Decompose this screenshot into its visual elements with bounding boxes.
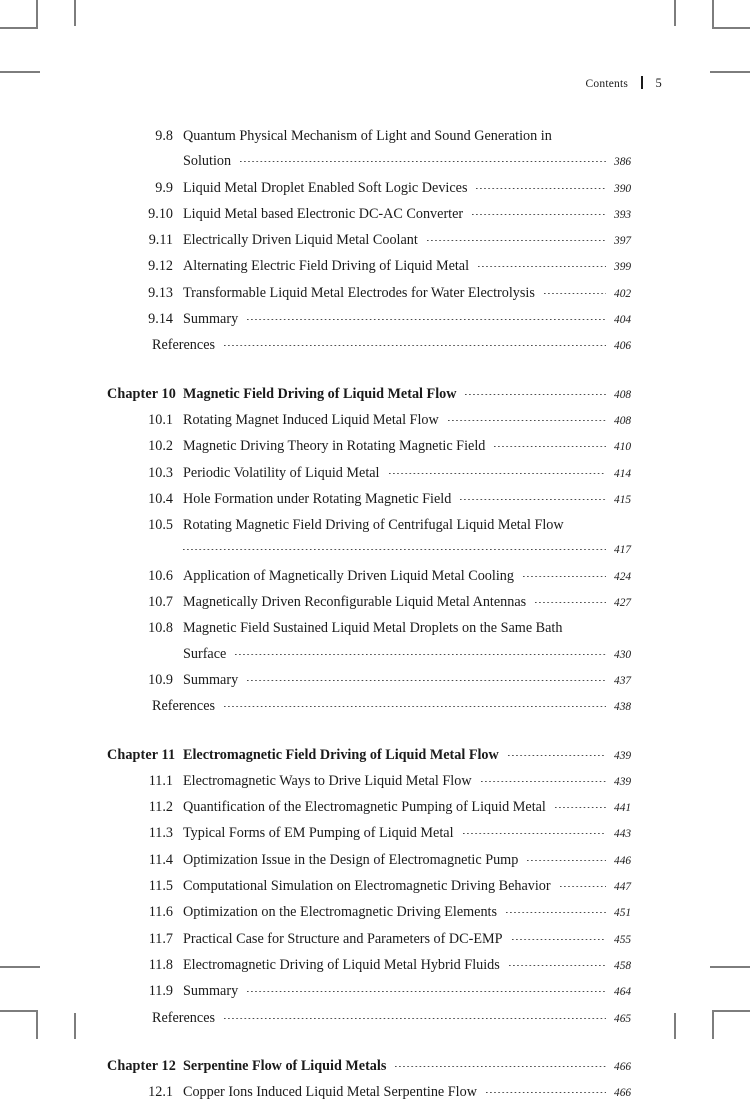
toc-chapter-entry[interactable] (107, 382, 644, 408)
crop-mark-bottom-right-bleed-vertical (674, 1013, 676, 1039)
section-title: Computational Simulation on Electromagnetic Driving Behavior (183, 878, 551, 895)
entry-page-number: 408 (614, 388, 632, 401)
crop-mark-top-right-vertical (712, 0, 714, 29)
entry-page-number: 399 (614, 261, 632, 274)
entry-page-number: 466 (614, 1087, 632, 1100)
toc-entry-line (183, 254, 644, 280)
toc-group (107, 382, 644, 721)
toc-section-entry[interactable] (107, 513, 644, 538)
toc-entry-line (183, 487, 644, 513)
dot-leader (527, 860, 606, 861)
section-title: Optimization on the Electromagnetic Driving Elements (183, 904, 498, 921)
section-number: 10.8 (148, 620, 173, 637)
section-number: 11.9 (148, 983, 173, 1000)
toc-section-entry[interactable] (107, 590, 644, 616)
section-number: 10.1 (148, 411, 173, 428)
crop-mark-top-left-bleed-horizontal (0, 71, 40, 73)
entry-page-number: 447 (614, 881, 632, 894)
dot-leader (240, 161, 606, 162)
dot-leader (395, 1066, 606, 1067)
running-head (586, 74, 662, 91)
dot-leader (247, 991, 606, 992)
toc-entry-line (183, 769, 644, 795)
entry-page-number: 386 (614, 156, 632, 169)
toc-section-entry[interactable] (107, 281, 644, 307)
toc-group (107, 1054, 644, 1106)
section-number: 9.10 (148, 205, 173, 222)
section-number: 10.5 (148, 517, 173, 534)
toc-entry-line (183, 202, 644, 228)
crop-mark-bottom-left-bleed-vertical (74, 1013, 76, 1039)
running-head-divider (641, 76, 643, 89)
toc-entry-line (152, 333, 644, 359)
section-number: 11.5 (148, 878, 173, 895)
dot-leader (427, 240, 606, 241)
toc-group (107, 743, 644, 1032)
section-title: Liquid Metal based Electronic DC-AC Converter (183, 205, 464, 222)
section-title: Electromagnetic Driving of Liquid Metal Hybrid Fluids (183, 956, 500, 973)
chapter-title: Serpentine Flow of Liquid Metals (183, 1057, 387, 1074)
entry-page-number: 437 (614, 674, 632, 687)
dot-leader (481, 781, 606, 782)
entry-page-number: 466 (614, 1060, 632, 1073)
entry-page-number: 424 (614, 570, 632, 583)
table-of-contents (107, 124, 644, 1106)
toc-section-entry[interactable] (107, 953, 644, 979)
section-number: 9.12 (148, 258, 173, 275)
entry-page-number: 410 (614, 441, 632, 454)
dot-leader (508, 755, 606, 756)
toc-entry-line (183, 382, 644, 408)
toc-section-entry[interactable] (107, 307, 644, 333)
section-title: Quantum Physical Mechanism of Light and Sound Generation in (183, 128, 552, 144)
dot-leader (472, 214, 606, 215)
entry-page-number: 414 (614, 467, 632, 480)
toc-section-entry[interactable] (107, 874, 644, 900)
section-title: Magnetic Field Sustained Liquid Metal Droplets on the Same Bath (183, 620, 563, 637)
dot-leader (494, 446, 606, 447)
section-number: 11.4 (148, 851, 173, 868)
section-title: Magnetically Driven Reconfigurable Liquid Metal Antennas (183, 594, 527, 611)
toc-section-entry[interactable] (107, 979, 644, 1005)
toc-section-entry[interactable] (107, 149, 644, 175)
toc-entry-line (183, 900, 644, 926)
section-title: Magnetic Driving Theory in Rotating Magnetic Field (183, 438, 486, 455)
toc-entry-line (183, 616, 644, 641)
toc-section-entry[interactable] (107, 176, 644, 202)
toc-entry-line (152, 694, 644, 720)
dot-leader (555, 807, 606, 808)
entry-page-number: 393 (614, 208, 632, 221)
toc-section-entry[interactable] (107, 408, 644, 434)
section-title: Rotating Magnetic Field Driving of Centrifugal Liquid Metal Flow (183, 517, 564, 534)
dot-leader (465, 394, 606, 395)
toc-section-entry[interactable] (107, 1080, 644, 1106)
crop-mark-bottom-left-bleed-horizontal (0, 966, 40, 968)
section-title: Hole Formation under Rotating Magnetic Field (183, 490, 452, 507)
section-number: 11.7 (148, 930, 173, 947)
crop-mark-bottom-left-vertical (36, 1010, 38, 1039)
toc-entry-line (183, 281, 644, 307)
dot-leader (224, 345, 606, 346)
section-title: Quantification of the Electromagnetic Pumping of Liquid Metal (183, 799, 546, 816)
section-number: 11.2 (148, 799, 173, 816)
crop-mark-bottom-right-vertical (712, 1010, 714, 1039)
section-number: 10.2 (148, 438, 173, 455)
toc-section-entry[interactable] (107, 642, 644, 668)
entry-page-number: 455 (614, 933, 632, 946)
toc-section-entry[interactable] (107, 564, 644, 590)
section-title: Rotating Magnet Induced Liquid Metal Flow (183, 411, 439, 428)
section-number: 10.9 (148, 671, 173, 688)
toc-entry-line (183, 176, 644, 202)
dot-leader (448, 420, 606, 421)
toc-entry-line (183, 124, 644, 149)
chapter-title: Electromagnetic Field Driving of Liquid Metal Flow (183, 746, 499, 763)
dot-leader (463, 833, 606, 834)
toc-section-entry[interactable] (107, 254, 644, 280)
toc-entry-line (183, 564, 644, 590)
toc-section-entry[interactable] (107, 461, 644, 487)
toc-entry-line (183, 668, 644, 694)
folio-page-number: 5 (655, 76, 662, 90)
dot-leader (224, 1018, 606, 1019)
dot-leader (478, 266, 606, 267)
toc-entry-line (152, 1006, 644, 1032)
dot-leader (560, 886, 606, 887)
dot-leader (460, 499, 606, 500)
toc-entry-line (183, 642, 644, 668)
section-title: Copper Ions Induced Liquid Metal Serpentine Flow (183, 1084, 477, 1101)
toc-section-entry[interactable] (107, 487, 644, 513)
crop-mark-top-right-horizontal (712, 27, 750, 29)
section-title: Summary (183, 983, 239, 1000)
section-title: Optimization Issue in the Design of Electromagnetic Pump (183, 851, 519, 868)
section-number: 10.6 (148, 567, 173, 584)
dot-leader (544, 293, 606, 294)
crop-mark-top-left-horizontal (0, 27, 38, 29)
section-title: Surface (183, 645, 227, 662)
section-number: 11.6 (148, 904, 173, 921)
dot-leader (512, 939, 606, 940)
toc-group (107, 124, 644, 360)
entry-page-number: 406 (614, 340, 632, 353)
dot-leader (389, 473, 606, 474)
toc-section-entry[interactable] (107, 202, 644, 228)
entry-page-number: 441 (614, 802, 632, 815)
crop-mark-bottom-left-horizontal (0, 1010, 38, 1012)
toc-entry-line (183, 795, 644, 821)
section-number: 9.9 (155, 179, 173, 196)
entry-page-number: 446 (614, 854, 632, 867)
references-label: References (152, 1009, 216, 1026)
crop-mark-top-left-bleed-vertical (74, 0, 76, 26)
entry-page-number: 439 (614, 749, 632, 762)
references-label: References (152, 337, 216, 354)
entry-page-number: 430 (614, 648, 632, 661)
dot-leader (523, 576, 606, 577)
entry-page-number: 408 (614, 414, 632, 427)
chapter-title: Magnetic Field Driving of Liquid Metal Flow (183, 385, 457, 402)
toc-entry-line (183, 307, 644, 333)
toc-section-entry[interactable] (107, 538, 644, 563)
running-head-label: Contents (585, 78, 629, 90)
crop-mark-bottom-right-bleed-horizontal (710, 966, 750, 968)
entry-page-number: 415 (614, 493, 632, 506)
section-title: Typical Forms of EM Pumping of Liquid Metal (183, 825, 454, 842)
toc-entry-line (183, 228, 644, 254)
section-title: Summary (183, 311, 239, 328)
toc-references-entry[interactable] (107, 333, 644, 359)
toc-entry-line (183, 408, 644, 434)
toc-section-entry[interactable] (107, 795, 644, 821)
section-number: 10.7 (148, 594, 173, 611)
chapter-number: Chapter 11 (107, 746, 176, 763)
toc-section-entry[interactable] (107, 228, 644, 254)
toc-section-entry[interactable] (107, 769, 644, 795)
crop-mark-top-right-bleed-vertical (674, 0, 676, 26)
section-number: 9.13 (148, 284, 173, 301)
entry-page-number: 451 (614, 907, 632, 920)
section-number: 10.4 (148, 490, 173, 507)
section-number: 11.8 (148, 956, 173, 973)
toc-entry-line (183, 538, 644, 563)
section-number: 11.1 (148, 772, 173, 789)
toc-entry-line (183, 848, 644, 874)
dot-leader (247, 680, 606, 681)
crop-mark-top-right-bleed-horizontal (710, 71, 750, 73)
section-number: 9.8 (155, 128, 173, 144)
entry-page-number: 402 (614, 287, 632, 300)
entry-page-number: 443 (614, 828, 632, 841)
toc-entry-line (183, 979, 644, 1005)
toc-section-entry[interactable] (107, 927, 644, 953)
toc-section-entry[interactable] (107, 124, 644, 149)
crop-mark-top-left-vertical (36, 0, 38, 29)
dot-leader (506, 912, 606, 913)
toc-entry-line (183, 461, 644, 487)
entry-page-number: 439 (614, 775, 632, 788)
entry-page-number: 397 (614, 235, 632, 248)
references-label: References (152, 698, 216, 715)
dot-leader (247, 319, 606, 320)
toc-section-entry[interactable] (107, 616, 644, 641)
toc-references-entry[interactable] (107, 694, 644, 720)
toc-entry-line (183, 434, 644, 460)
toc-entry-line (183, 953, 644, 979)
dot-leader (224, 706, 606, 707)
toc-entry-line (183, 927, 644, 953)
section-title: Electromagnetic Ways to Drive Liquid Metal Flow (183, 772, 472, 789)
dot-leader (235, 654, 606, 655)
toc-entry-line (183, 513, 644, 538)
section-title: Transformable Liquid Metal Electrodes for Water Electrolysis (183, 284, 535, 301)
section-title: Alternating Electric Field Driving of Liquid Metal (183, 258, 470, 275)
section-title: Electrically Driven Liquid Metal Coolant (183, 232, 418, 249)
crop-mark-bottom-right-horizontal (712, 1010, 750, 1012)
toc-section-entry[interactable] (107, 900, 644, 926)
dot-leader (535, 602, 606, 603)
dot-leader (509, 965, 606, 966)
section-number: 9.11 (148, 232, 173, 249)
toc-entry-line (183, 149, 644, 175)
dot-leader (486, 1092, 606, 1093)
dot-leader (183, 549, 606, 550)
entry-page-number: 404 (614, 314, 632, 327)
section-title: Solution (183, 153, 232, 170)
entry-page-number: 465 (614, 1012, 632, 1025)
entry-page-number: 390 (614, 182, 632, 195)
toc-chapter-entry[interactable] (107, 743, 644, 769)
toc-entry-line (183, 821, 644, 847)
toc-entry-line (183, 874, 644, 900)
section-title: Periodic Volatility of Liquid Metal (183, 464, 380, 481)
section-number: 10.3 (148, 464, 173, 481)
section-title: Liquid Metal Droplet Enabled Soft Logic Devices (183, 179, 468, 196)
entry-page-number: 427 (614, 597, 632, 610)
toc-section-entry[interactable] (107, 821, 644, 847)
entry-page-number: 438 (614, 701, 632, 714)
toc-section-entry[interactable] (107, 668, 644, 694)
section-number: 9.14 (148, 311, 173, 328)
section-title: Summary (183, 671, 239, 688)
chapter-number: Chapter 12 (107, 1057, 176, 1074)
chapter-number: Chapter 10 (107, 385, 176, 402)
section-title: Practical Case for Structure and Parameters of DC-EMP (183, 930, 503, 947)
toc-section-entry[interactable] (107, 848, 644, 874)
dot-leader (476, 188, 606, 189)
toc-chapter-entry[interactable] (107, 1054, 644, 1080)
section-number: 12.1 (148, 1084, 173, 1101)
toc-entry-line (183, 1054, 644, 1080)
entry-page-number: 417 (614, 544, 632, 557)
toc-entry-line (183, 1080, 644, 1106)
section-number: 11.3 (148, 825, 173, 842)
toc-entry-line (183, 743, 644, 769)
toc-references-entry[interactable] (107, 1006, 644, 1032)
toc-section-entry[interactable] (107, 434, 644, 460)
entry-page-number: 458 (614, 959, 632, 972)
toc-entry-line (183, 590, 644, 616)
section-title: Application of Magnetically Driven Liquid Metal Cooling (183, 567, 514, 584)
entry-page-number: 464 (614, 986, 632, 999)
